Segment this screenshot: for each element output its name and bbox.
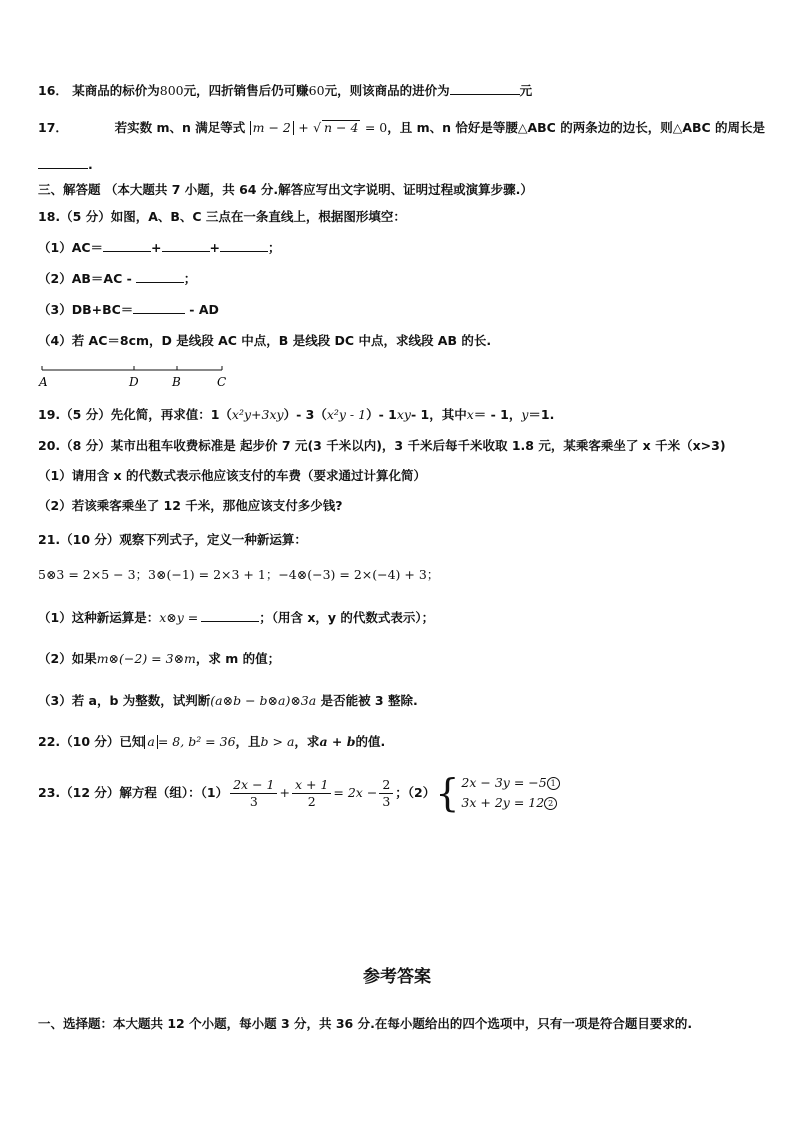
question-23: 23.（12 分）解方程（组）：（1） $\frac{2x - 1}{3}$ + $\frac{x + 1}{2}$ = 2x − $\frac{2}{3}$ ；（2） { 2x − 3y = −5 1 3x + 2y = 12 2 [38, 773, 560, 813]
q23-fraction-1: $\frac{2x - 1}{3}$ [230, 777, 277, 810]
q17-number: 17． [38, 120, 68, 135]
question-18-part1: （1）AC＝ + + ； [38, 240, 281, 255]
question-21-title: 21.（10 分）观察下列式子，定义一种新运算： [38, 532, 307, 547]
q23-fraction-2: $\frac{x + 1}{2}$ [292, 777, 331, 810]
question-19: 19.（5 分）先化简，再求值：1（x²y+3xy）- 3（x²y - 1）- 1xy- 1，其中x＝ - 1，y＝1. [38, 407, 555, 422]
q17-sqrt-expr: n − 4 [324, 120, 359, 135]
answer-key-title: 参考答案 [363, 967, 431, 987]
section-3-heading: 三、解答题 （本大题共 7 小题，共 64 分.解答应写出文字说明、证明过程或演算步骤.） [38, 182, 533, 197]
q16-number: 16． [38, 83, 68, 98]
point-label-b: B [172, 375, 181, 389]
q21-answer-blank [201, 609, 259, 622]
q18-blank-5 [133, 301, 185, 314]
circled-2: 2 [544, 797, 557, 810]
question-22: 22.（10 分）已知 a = 8, b² = 36，且b > a，求a + b的值. [38, 734, 386, 749]
question-18-title: 18.（5 分）如图，A、B、C 三点在一条直线上，根据图形填空： [38, 209, 406, 224]
answer-section-1: 一、选择题：本大题共 12 个小题，每小题 3 分，共 36 分.在每小题给出的四个选项中，只有一项是符合题目要求的. [38, 1016, 693, 1031]
q16-answer-blank [450, 82, 520, 95]
question-20-title: 20.（8 分）某市出租车收费标准是 起步价 7 元(3 千米以内)，3 千米后每千米收取 1.8 元，某乘客乘坐了 x 千米（x>3) [38, 438, 726, 453]
q16-price: 800 [159, 83, 184, 98]
q23-equation-system: { 2x − 3y = −5 1 3x + 2y = 12 2 [435, 773, 559, 813]
point-label-d: D [129, 375, 139, 389]
q18-blank-2 [162, 239, 210, 252]
point-label-c: C [217, 375, 227, 389]
q18-blank-1 [103, 239, 151, 252]
question-20-part1: （1）请用含 x 的代数式表示他应该支付的车费（要求通过计算化简） [38, 468, 426, 483]
question-17-cont: . [38, 156, 93, 174]
question-21-part2: （2）如果m⊗(−2) = 3⊗m，求 m 的值； [38, 651, 281, 666]
circled-1: 1 [547, 777, 560, 790]
question-18-part3: （3）DB+BC＝ - AD [38, 302, 219, 317]
point-label-a: A [39, 375, 48, 389]
question-20-part2: （2）若该乘客乘坐了 12 千米，那他应该支付多少钱? [38, 498, 343, 513]
q18-blank-3 [220, 239, 268, 252]
question-21-part1: （1）这种新运算是：x⊗y = ；（用含 x，y 的代数式表示）； [38, 610, 435, 625]
q16-profit: 60 [308, 83, 325, 98]
q17-abs-expr: m − 2 [250, 121, 294, 135]
question-17: 17． 若实数 m、n 满足等式 m − 2 + √ n − 4 = 0，且 m、n 恰好是等腰△ABC 的两条边的边长，则△ABC 的周长是 [38, 120, 766, 135]
segment-figure [36, 362, 236, 390]
q17-answer-blank [38, 156, 88, 169]
q23-fraction-3: $\frac{2}{3}$ [379, 777, 393, 810]
question-21-examples: 5⊗3 = 2×5 − 3；3⊗(−1) = 2×3 + 1；−4⊗(−3) = 2×(−4) + 3； [38, 567, 440, 582]
question-16: 16． 某商品的标价为800元，四折销售后仍可赚60元，则该商品的进价为 元 [38, 83, 533, 98]
q18-blank-4 [136, 270, 184, 283]
question-21-part3: （3）若 a，b 为整数，试判断(a⊗b − b⊗a)⊗3a 是否能被 3 整除. [38, 693, 418, 708]
question-18-part4: （4）若 AC＝8cm，D 是线段 AC 中点，B 是线段 DC 中点，求线段 AB 的长. [38, 333, 492, 348]
question-18-part2: （2）AB＝AC - ； [38, 271, 197, 286]
